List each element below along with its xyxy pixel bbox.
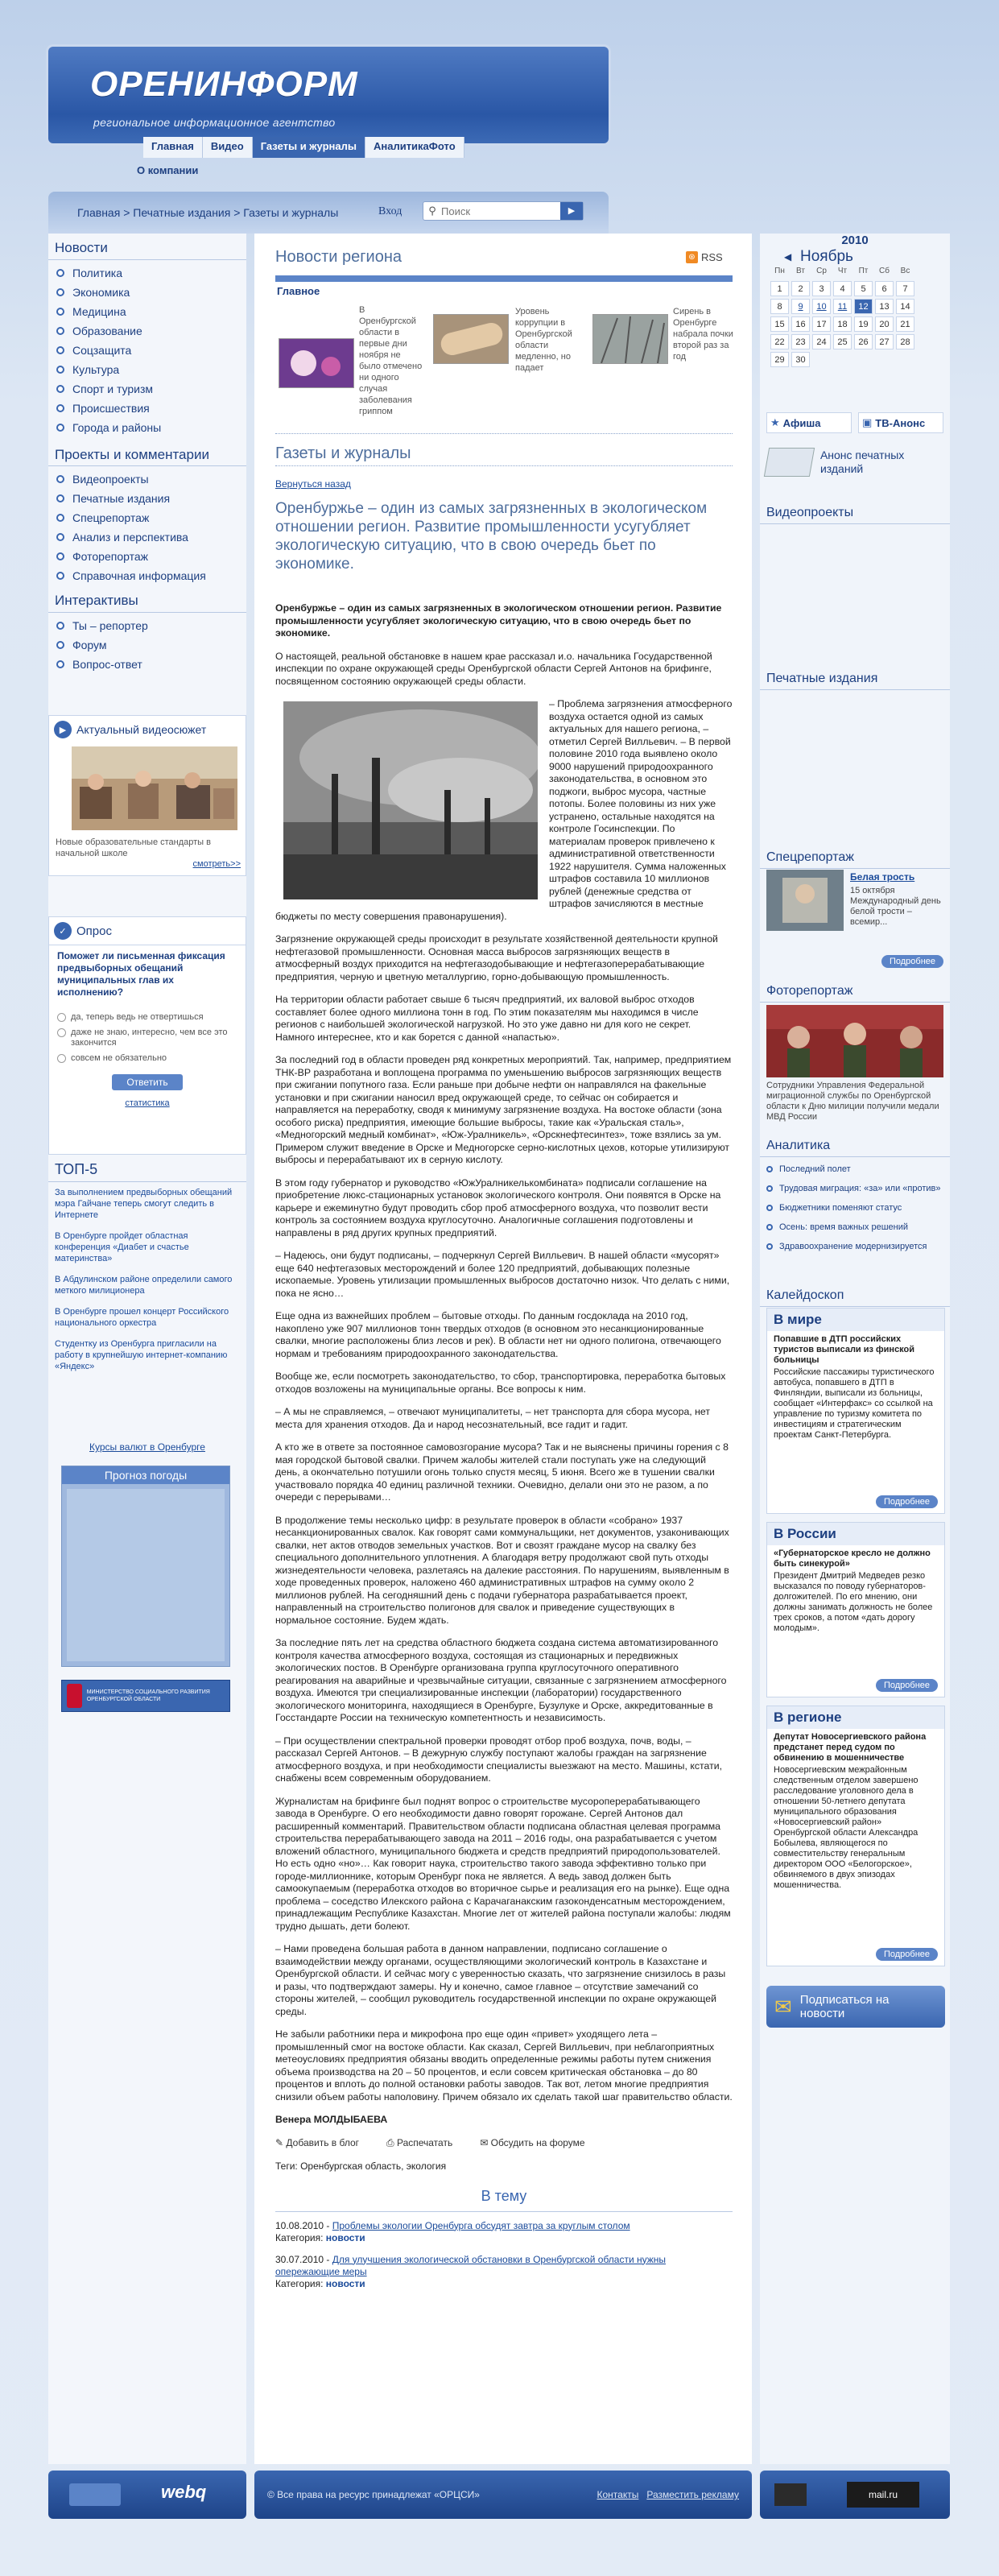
photo-report-image[interactable] [766,1005,943,1077]
calendar-weekday: Сб [879,267,890,275]
sidebar-project-item[interactable] [56,527,246,547]
calendar-day[interactable]: 13 [875,299,894,314]
calendar-day[interactable]: 26 [854,334,873,349]
related-link[interactable]: Для улучшения экологической обстановки в Оренбургской области нужны опережающие меры [275,2253,667,2277]
bullet-icon [56,475,64,483]
breadcrumb-sep: > [123,206,130,219]
region-title: В регионе [767,1706,944,1729]
sidebar-news-item-label: Культура [72,363,120,376]
footer-logos [48,2471,246,2519]
bullet-icon [56,288,64,296]
print-editions-title[interactable]: Печатные издания [760,668,950,690]
sidebar-project-item[interactable] [56,547,246,566]
calendar-weekday: Ср [816,267,827,275]
currency-link[interactable]: Курсы валют в Оренбурге [89,1441,205,1453]
special-report-headline[interactable]: Белая трость [850,871,915,883]
related-item: 30.07.2010 - Для улучшения экологической обстановки в Оренбургской области нужны опережающие меры Категория: новости [275,2253,667,2289]
calendar-weekday: Пт [858,267,869,275]
analytics-item-label: Последний полет [779,1164,851,1174]
poll-option-label: да, теперь ведь не отвертишься [71,1012,204,1022]
newspaper-icon [764,448,815,477]
calendar-day[interactable]: 25 [833,334,852,349]
calendar-day[interactable]: 22 [770,334,789,349]
region-news-title: Новости региона [275,248,402,266]
afisha-link[interactable] [766,412,852,433]
projects-menu-title: Проекты и комментарии [48,444,246,466]
region-news-bar [275,275,733,282]
article-tags [275,2160,733,2172]
bullet-icon [56,366,64,374]
poll-option[interactable] [49,1010,246,1025]
sidebar-news-item-label: Спорт и туризм [72,382,154,395]
breadcrumb-bar [48,192,609,234]
site-tagline: региональное информационное агентство [93,116,336,129]
article-paragraph: О настоящей, реальной обстановке в нашем крае рассказал и.о. начальника Государственной инспекции по охране окружающей среды Оренбургской области Сергей Антонов на брифинге, посвященном состоянию окружающей среды области. [275,650,712,687]
printer-icon: ⎙ [386,2136,394,2148]
sidebar-news-item[interactable] [56,341,246,360]
preview-thumb-2[interactable] [433,314,509,364]
poll-option[interactable] [49,1025,246,1051]
bullet-icon [56,572,64,580]
article-paragraph: Не забыли работники пера и микрофона про еще один «привет» уходящего лета – промышленный смог на востоке области. Как сказал, Сергей Вилльевич, при неблагоприятных метеоусловиях предприятия обязаны вводить определенные режимы работы путем снижения объема производства на 20 – 50 процентов, и если совсем критическая обстановка – до 80 процентов и вплоть до полной остановки работы заводов. Так вот, летом многие предприятия снизили объем работы наполовину. Причем обязало их сделать такой шаг правительство области. [275,2028,733,2103]
top5-box [48,1158,246,1382]
bullet-icon [56,641,64,649]
tags-value[interactable]: Оренбургская область, экология [300,2160,447,2172]
sidebar-news-item-label: Происшествия [72,402,150,415]
kaleidoscope-title: Калейдоскоп [760,1285,950,1307]
sidebar-news-item[interactable] [56,418,246,437]
chat-icon: ✉ [480,2136,489,2148]
calendar-day[interactable]: 8 [770,299,789,314]
divider [275,433,733,434]
analytics-item[interactable] [760,1179,950,1198]
analytics-item[interactable] [760,1160,950,1179]
russia-text: Президент Дмитрий Медведев резко высказался по поводу губернаторов-долгожителей. По его мнению, они должны занимать должность не более трех сроков, а потом «дать дорогу молодым». [774,1571,933,1633]
radio-button[interactable] [57,1013,66,1022]
radio-button[interactable] [57,1028,66,1037]
tv-anons-link[interactable] [858,412,943,433]
calendar-day[interactable]: 19 [854,316,873,332]
article-photo [283,701,538,899]
add-to-blog-button[interactable] [275,2137,359,2149]
russia-title: В России [767,1523,944,1545]
sidebar-news-item[interactable] [56,283,246,302]
bullet-icon [56,346,64,354]
sidebar-news-item[interactable] [56,360,246,379]
calendar-day[interactable]: 29 [770,352,789,367]
related-category-label: Категория: [275,2231,324,2243]
article-paragraph: На территории области работает свыше 6 тысяч предприятий, их валовой выброс отходов составляет более одного миллиона тонн в год. По этим показателям мы находимся в числе регионов с наибольшей экологической нагрузкой. Но это уже давно ни для кого не секрет. Намного интереснее, кто и как борется с данной «напастью». [275,994,699,1043]
bullet-icon [56,494,64,502]
preview-text-1[interactable]: В Оренбургской области в первые дни ноября не было отмечено ни одного случая заболевания гриппом [359,305,423,416]
calendar-day [833,352,852,367]
bullet-icon [766,1243,773,1250]
weather-box [61,1466,230,1667]
top5-item[interactable]: В Оренбурге прошел концерт Российского национального оркестра [55,1307,229,1328]
article-paragraph: За последний год в области проведен ряд конкретных мероприятий. Так, например, предприятием ТНК-ВР разработана и воплощена программа по уменьшению выбросов загрязняющих веществ при сжигании попутного газа. Если раньше при добыче нефти он направлялся на факельные установки и при сжигании наносил вред окружающей среде, то сейчас он собирается и направляется на переработку, сводя к минимуму загрязнение воздуха. На востоке области (зона особого риска) предприятия, имеющие большие выбросы, такие как «Уральская сталь», «Медногорский медный комбинат», «Юж-Уралникель», «Орскнефтесинтез», тоже взялись за ум. Примером служит введение в Орске и Медногорске серно-кислотных цехов, которые утилизируют выбросы и перерабатывают их в серную кислоту. [275,1054,732,1165]
webq-logo[interactable]: webq [161,2482,207,2502]
world-title: В мире [767,1309,944,1331]
pencil-icon: ✎ [275,2136,284,2148]
interactive-menu [48,589,246,674]
calendar-prev-icon[interactable]: ◀ [784,251,792,263]
related-date: 10.08.2010 [275,2219,324,2231]
article-paragraph: – При осуществлении спектральной проверки проводят отбор проб воздуха, почв, воды, – рассказал Сергей Антонов. – В дежурную службу поступают жалобы граждан на загрязнение атмосферного воздуха, и при необходимости специалисты выезжают на место. Машины, кстати, снабжены всем современным оборудованием. [275,1735,722,1784]
region-headline[interactable]: Депутат Новосергиевского района предстанет перед судом по обвинению в мошенничестве [774,1732,927,1763]
calendar-day[interactable]: 2 [791,281,810,296]
calendar-day[interactable]: 18 [833,316,852,332]
analytics-item-label: Бюджетники поменяют статус [779,1203,902,1213]
sidebar-project-item-label: Справочная информация [72,569,206,582]
sidebar-interactive-item[interactable] [56,616,246,635]
footer-counters [760,2471,950,2519]
article-paragraph: За последние пять лет на средства областного бюджета создана система автоматизированного контроля качества атмосферного воздуха, состоящая из стационарных и передвижных экологических постов. В Оренбурге организована группа круглосуточного оперативного реагирования на аварийные и чрезвычайные ситуации, связанные с загрязнением атмосферного воздуха. Имеются три специализированные инспекции (лаборатории) государственного экологического мониторинга, находящиеся в Оренбурге, Бузулуке и Орске, аккредитованные в Госстандарте России на техническую компетентность и независимость. [275,1637,727,1723]
analytics-item[interactable] [760,1198,950,1218]
footer-logo-icon[interactable] [69,2483,121,2506]
preview-thumb-3[interactable] [592,314,668,364]
calendar-month: Ноябрь [800,248,853,265]
bullet-icon [766,1205,773,1211]
calendar [768,261,937,370]
actual-video-caption[interactable]: Новые образовательные стандарты в начальной школе [56,837,211,858]
sidebar-interactive-item[interactable] [56,655,246,674]
calendar-day[interactable]: 11 [833,299,852,314]
bullet-icon [56,308,64,316]
checkmark-icon: ✓ [54,922,72,940]
sidebar-project-item-label: Печатные издания [72,492,171,505]
poll-box [48,916,246,1155]
video-more-link[interactable]: смотреть>> [192,859,241,869]
analytics-item-label: Трудовая миграция: «за» или «против» [779,1184,941,1193]
article-body [275,602,733,2300]
tab-main[interactable]: Главное [277,285,320,297]
calendar-day[interactable]: 27 [875,334,894,349]
ticket-icon: ★ [770,416,780,428]
counter-icon [774,2483,807,2506]
weather-title: Прогноз погоды [62,1466,229,1484]
photo-report-title: Фоторепортаж [760,981,950,1003]
special-report-title: Спецрепортаж [760,847,950,869]
afisha-tv-row [766,412,943,433]
poll-submit-button[interactable]: Ответить [112,1074,182,1090]
article-paragraph: – Проблема загрязнения атмосферного воздуха остается одной из самых актуальных для нашего региона, – отметил Сергей Вилльевич. – В первой половине 2010 года выявлено около 9000 нарушений природоохранного законодательства, в основном это поджоги, выброс мусора, частные потопы. Более половины из них уже устранено, остальные находятся на контроле Госинспекции. По материалам проверок привлечено к административной ответственности 1922 нарушителя. Сумма наложенных штрафов составила 10 миллионов рублей (денежные средства от штрафов зачисляются в местные бюджеты по месту совершения правонарушения). [275,698,733,922]
tv-icon: ▣ [862,416,873,428]
nav-home[interactable]: Главная [143,137,203,158]
poll-option-label: даже не знаю, интересно, чем все это закончится [71,1028,228,1048]
site-header [48,47,609,143]
region-news-box [766,1706,945,1966]
sidebar-interactive-item-label: Ты – репортер [72,619,148,632]
analytics-item[interactable] [760,1218,950,1237]
world-headline[interactable]: Попавшие в ДТП российских туристов выписали из финской больницы [774,1334,915,1365]
russia-headline[interactable]: «Губернаторское кресло не должно быть синекурой» [774,1548,931,1569]
rss-link[interactable] [686,251,723,263]
tags-label: Теги: [275,2160,298,2172]
calendar-day[interactable]: 12 [854,299,873,314]
related-category[interactable]: новости [325,2231,365,2243]
calendar-day [854,352,873,367]
print-button[interactable] [386,2137,452,2149]
calendar-day[interactable]: 10 [812,299,831,314]
article-author: Венера МОЛДЫБАЕВА [275,2114,388,2125]
sidebar-news-item[interactable] [56,263,246,283]
breadcrumb-section[interactable]: Печатные издания [133,206,231,219]
calendar-day[interactable]: 1 [770,281,789,296]
calendar-day[interactable]: 23 [791,334,810,349]
calendar-weekday: Пн [774,267,785,275]
bullet-icon [766,1185,773,1192]
envelope-icon: ✉ [774,1994,792,2019]
bullet-icon [56,424,64,432]
sidebar-news-item[interactable] [56,302,246,321]
preview-thumb-1[interactable] [279,338,354,388]
calendar-day[interactable]: 30 [791,352,810,367]
main-content [254,234,752,2464]
world-text: Российские пассажиры туристического автобуса, попавшего в ДТП в Финляндии, выписали из больницы, сообщает «Интерфакс» со ссылкой на управление по туризму комитета по инвестициям и стратегическим проектам Санкт-Петербурга. [774,1367,935,1440]
bullet-icon [56,269,64,277]
calendar-weekday: Вт [796,267,805,275]
sidebar-project-item[interactable] [56,489,246,508]
sidebar-project-item[interactable] [56,508,246,527]
search-icon: ⚲ [428,205,436,217]
sidebar-project-item-label: Анализ и перспектива [72,531,188,544]
calendar-year[interactable]: 2010 [841,234,869,247]
top5-item[interactable]: Студентку из Оренбурга пригласили на работу в крупнейшую интернет-компанию «Яндекс» [55,1339,228,1371]
preview-text-2[interactable]: Уровень коррупции в Оренбургской области медленно, но падает [515,307,572,373]
play-icon[interactable]: ▶ [54,721,72,738]
article-paragraph: В этом году губернатор и руководство «ЮжУралникелькомбината» подписали соглашение на приобретение люкс-стационарных установок экологического контроля. Они появятся в Орске на карьере и ежеминутно будут проводить сбор проб атмосферного воздуха, что позволит вести контроль за состоянием воздуха круглосуточно. Аналогичные соглашения подготовлены и направлены в ряд других крупных предприятий. [275,1176,721,1238]
related-title: В тему [481,2187,527,2204]
sidebar-interactive-item-label: Вопрос-ответ [72,658,142,671]
calendar-day [812,352,831,367]
calendar-day[interactable]: 24 [812,334,831,349]
world-more-button[interactable]: Подробнее [876,1495,938,1508]
preview-text-3[interactable]: Сирень в Оренбурге набрала почки второй раз за год [673,307,733,362]
breadcrumb-sep: > [233,206,241,219]
ministry-emblem-icon [67,1684,82,1708]
breadcrumb-current[interactable]: Газеты и журналы [243,206,339,219]
poll-question: Поможет ли письменная фиксация предвыборных обещаний муниципальных глав их исполнению? [57,950,225,998]
tv-label: ТВ-Анонс [875,416,926,429]
ministry-banner-text: МИНИСТЕРСТВО СОЦИАЛЬНОГО РАЗВИТИЯ ОРЕНБУРГСКОЙ ОБЛАСТИ [86,1689,210,1702]
region-text: Новосергиевским межрайонным следственным отделом завершено расследование уголовного дела в отношении 50-летнего депутата муниципального образования «Новосергиевский район» Оренбургской области Александра Бобылева, являющегося по совместительству генеральным директором ООО «Белогорское», обвиняемого в двух эпизодах мошенничества. [774,1765,919,1890]
article-paragraph: Вообще же, если посмотреть законодательство, то сбор, транспортировка, переработка бытовых отходов возложены на муниципальные органы. Все вопросы к ним. [275,1371,726,1395]
world-news-box [766,1308,945,1514]
special-report-photo[interactable] [766,870,844,931]
article-paragraph: Еще одна из важнейших проблем – бытовые отходы. По данным госдоклада на 2010 год, накоплено уже 907 миллионов тонн твердых отходов (в основном это несанкционированные свалки, многие расположены близ лесов и рек). В области нет ни одного полигона, отвечающего нормам и требованиям природоохранного законодательства. [275,1310,721,1359]
poll-title: Опрос [76,924,112,938]
article-paragraph: В продолжение темы несколько цифр: в результате проверок в области «собрано» 1937 несанкционированных свалок. Как говорят сами коммунальщики, нет документов, узаконивающих свалки, нет актов отводов земельных участков. Вот и свозят граждане мусор на свалку без специального дополнительного уплотнения. А благодаря ветру продолжают свой путь отходы жизнедеятельности человека, разлетаясь на далекие расстояния. По нарушениям, выявленным в ходе проведенных проверок, наложено 460 административных штрафов на сумму около 2 миллионов рублей. На сегодняшний день с подачи губернатора разрабатывается проект, направленный на строительство полигонов для свалок и приведение существующих в нормальное состояние. Будем ждать. [275,1514,729,1626]
sidebar-project-item[interactable] [56,469,246,489]
calendar-day[interactable]: 3 [812,281,831,296]
section-title: Газеты и журналы [275,444,411,462]
calendar-weekday: Вс [900,267,910,275]
sidebar-news-item-label: Соцзащита [72,344,132,357]
calendar-day[interactable]: 20 [875,316,894,332]
ministry-banner[interactable] [61,1680,230,1712]
calendar-day[interactable]: 15 [770,316,789,332]
analytics-item-label: Здравоохранение модернизируется [779,1242,927,1251]
actual-video-title: Актуальный видеосюжет [76,723,207,736]
poll-stats-link[interactable]: статистика [125,1098,170,1108]
bullet-icon [56,514,64,522]
bullet-icon [56,327,64,335]
discuss-label: Обсудить на форуме [490,2136,585,2148]
login-link[interactable]: Вход [378,205,402,217]
sidebar-news-item-label: Экономика [72,286,130,299]
print-announce-link[interactable] [766,444,943,480]
left-sidebar [48,234,246,2464]
search-input[interactable] [441,205,546,217]
footer [48,2471,950,2576]
russia-news-box [766,1522,945,1697]
article-lead: Оренбуржье – один из самых загрязненных в экологическом отношении регион. Развитие промышленности усугубляет экологическую ситуацию, что в свою очередь бьет по экономике. [275,602,722,639]
analytics-item[interactable] [760,1237,950,1256]
sidebar-interactive-item[interactable] [56,635,246,655]
advertise-link[interactable]: Разместить рекламу [646,2489,739,2500]
article-paragraph: – Нами проведена большая работа в данном направлении, подписано соглашение о взаимодействии между органами, осуществляющими экологический контроль в Казахстане и Оренбургской области. И сейчас могу с уверенностью сказать, что загрязнение снизилось в разы и разы, что подтверждают замеры. Ну и конечно, самое главное – отсутствие замечаний со стороны жителей, – сообщил руководитель государственной инспекции по охране окружающей среды. [275,1943,726,2017]
top5-item[interactable]: В Оренбурге пройдет областная конференция «Диабет и счастье материнства» [55,1231,189,1263]
rss-label: RSS [701,251,723,263]
search-submit-button[interactable]: ▶ [560,202,583,220]
right-sidebar [760,234,950,2464]
article-paragraph: Журналистам на брифинге был поднят вопрос о строительстве мусороперерабатывающего завода в Оренбурге. О его необходимости давно говорят горожане. Сергей Антонов дал расширенный комментарий. Правительством области подписана областная целевая программа строительства перерабатывающего завода на 2011 – 2016 годы, она разрабатывается с учетом вложений областного, муниципального бюджета и средств предприятий природопользователей. Но есть одно «но»… Как говорит наука, строительство такого завода эффективно только при городе-миллионнике, которым Оренбург пока не является. А ведь завод должен быть самоокупаемым (переработка отходов во вторичное сырье и реализация его на рынке). Еще одна проблема – соседство Илекского района с Карачаганакским газоконденсатным месторождением, принадлежащим Республике Казахстан. Многие лет от жителей района поступали жалобы: людям трудно дышать, дети болеют. [275,1795,731,1932]
divider [275,465,733,466]
related-date: 30.07.2010 [275,2253,324,2265]
video-thumbnail[interactable] [72,746,237,830]
sidebar-news-item-label: Образование [72,325,142,337]
sidebar-project-item-label: Спецрепортаж [72,511,150,524]
rss-icon: ⊛ [686,251,698,263]
sidebar-project-item-label: Видеопроекты [72,473,149,486]
subscribe-label: Подписаться на новости [799,1993,890,2020]
breadcrumb [77,206,338,219]
video-projects-title[interactable]: Видеопроекты [760,502,950,524]
article-paragraph: Загрязнение окружающей среды происходит в результате хозяйственной деятельности крупной нефтегазовой промышленности. Основная масса выбросов загрязняющих веществ в атмосферный воздух приходится на нефтегазодобывающие и нефтегазоперерабатывающие предприятия, черную и цветную металлургию, горно-добывающую промышленность. [275,933,718,982]
calendar-day[interactable]: 14 [896,299,914,314]
footer-main [254,2471,752,2519]
region-more-button[interactable]: Подробнее [876,1948,938,1961]
news-menu-title: Новости [48,237,246,260]
calendar-day[interactable]: 4 [833,281,852,296]
calendar-day[interactable]: 21 [896,316,914,332]
search-box [423,201,584,221]
sidebar-project-item[interactable] [56,566,246,585]
calendar-day [875,352,894,367]
print-announce-label: Анонс печатных изданий [819,449,905,475]
interactive-menu-title: Интерактивы [48,589,246,613]
bullet-icon [56,622,64,630]
print-label: Распечатать [396,2136,453,2148]
bullet-icon [56,533,64,541]
sidebar-news-item[interactable] [56,379,246,399]
calendar-day[interactable]: 9 [791,299,810,314]
sidebar-news-item-label: Медицина [72,305,126,318]
sidebar-news-item-label: Города и районы [72,421,162,434]
related-list [275,2211,733,2290]
calendar-day[interactable]: 17 [812,316,831,332]
article-paragraph: – А мы не справляемся, – отвечают муниципалитеты, – нет транспорта для сбора мусора, нет места для хранения отходов. Да и народ несознательный, все гадит и гадит. [275,1406,710,1430]
bullet-icon [56,385,64,393]
discuss-forum-button[interactable] [480,2137,584,2149]
nav-about[interactable]: О компании [137,164,199,176]
calendar-day[interactable]: 5 [854,281,873,296]
top5-title: ТОП-5 [48,1158,246,1182]
contacts-link[interactable]: Контакты [597,2489,639,2500]
subscribe-button[interactable] [766,1986,945,2028]
top5-item[interactable]: За выполнением предвыборных обещаний мэра Гайчане теперь смогут следить в Интернете [55,1188,233,1220]
related-item: 10.08.2010 - Проблемы экологии Оренбурга обсудят завтра за круглым столом Категория: новости [275,2219,630,2243]
article-paragraph: – Надеюсь, они будут подписаны, – подчеркнул Сергей Вилльевич. В нашей области «мусорят» еще 640 нефтегазовых месторождений и более 120 предприятий, добывающих полезные ископаемые. Уровень утилизации промышленных выбросов достаточно низок. Что делать с ними, пока не ясно… [275,1250,730,1299]
bullet-icon [56,660,64,668]
top-navigation [143,137,464,158]
related-link[interactable]: Проблемы экологии Оренбурга обсудят завтра за круглым столом [332,2219,630,2231]
copyright-text: © Все права на ресурс принадлежат «ОРЦСИ» [267,2489,480,2500]
article-paragraph: А кто же в ответе за постоянное самовозгорание мусора? Так и не выяснены причины горения с 8 мая городской бытовой свалки. Причем жалобы жителей стали поступать уже на следующий день, а окончательно потушили огонь только спустя месяц, 5 июня. Всего же в тушении свалки участвовало порядка 40 единиц различной техники. Очевидно, делали они это не разом, а по очереди с перерывами… [275,1441,729,1503]
back-link[interactable]: Вернуться назад [275,478,351,490]
analytics-item-label: Осень: время важных решений [779,1222,909,1232]
projects-menu [48,444,246,585]
add-to-blog-label: Добавить в блог [286,2136,360,2148]
sidebar-interactive-item-label: Форум [72,639,107,651]
sidebar-news-item-label: Политика [72,267,122,279]
analytics-title: Аналитика [760,1135,950,1157]
nav-video[interactable]: Видео [203,137,253,158]
special-report-text: 15 октября Международный день белой трости – всемир... [850,886,941,927]
currency-box [48,1441,246,1453]
rating-counter[interactable]: mail.ru [847,2482,919,2508]
article-headline: Оренбуржье – один из самых загрязненных в экологическом отношении регион. Развитие промышленности усугубляет экологическую ситуацию, что в свою очередь бьет по экономике. [275,500,708,573]
radio-button[interactable] [57,1054,66,1063]
special-more-button[interactable]: Подробнее [881,955,943,968]
weather-content [67,1489,225,1661]
photo-report-caption[interactable]: Сотрудники Управления Федеральной миграционной службы по Оренбургской области к Дню милиции получили медали МВД России [766,1081,939,1122]
nav-newspapers[interactable]: Газеты и журналы [253,137,365,158]
sidebar-news-item[interactable] [56,321,246,341]
breadcrumb-home[interactable]: Главная [77,206,121,219]
related-category-label: Категория: [275,2277,324,2289]
russia-more-button[interactable]: Подробнее [876,1679,938,1692]
sidebar-news-item[interactable] [56,399,246,418]
calendar-day [896,352,914,367]
poll-option-label: совсем не обязательно [71,1053,167,1063]
news-menu [48,237,246,437]
calendar-weekday: Чт [837,267,848,275]
actual-video-box [48,715,246,876]
calendar-day[interactable]: 7 [896,281,914,296]
nav-analytics-photo[interactable]: АналитикаФото [365,137,464,158]
related-category[interactable]: новости [325,2277,365,2289]
article-actions [275,2137,733,2149]
calendar-day[interactable]: 6 [875,281,894,296]
poll-option[interactable] [49,1051,246,1066]
bullet-icon [766,1224,773,1230]
calendar-day[interactable]: 28 [896,334,914,349]
top5-item[interactable]: В Абдулинском районе определили самого меткого милиционера [55,1275,233,1296]
bullet-icon [766,1166,773,1172]
bullet-icon [56,552,64,560]
calendar-day[interactable]: 16 [791,316,810,332]
sidebar-project-item-label: Фоторепортаж [72,550,148,563]
bullet-icon [56,404,64,412]
site-logo[interactable]: ОРЕНИНФОРМ [90,64,358,104]
afisha-label: Афиша [782,416,821,429]
